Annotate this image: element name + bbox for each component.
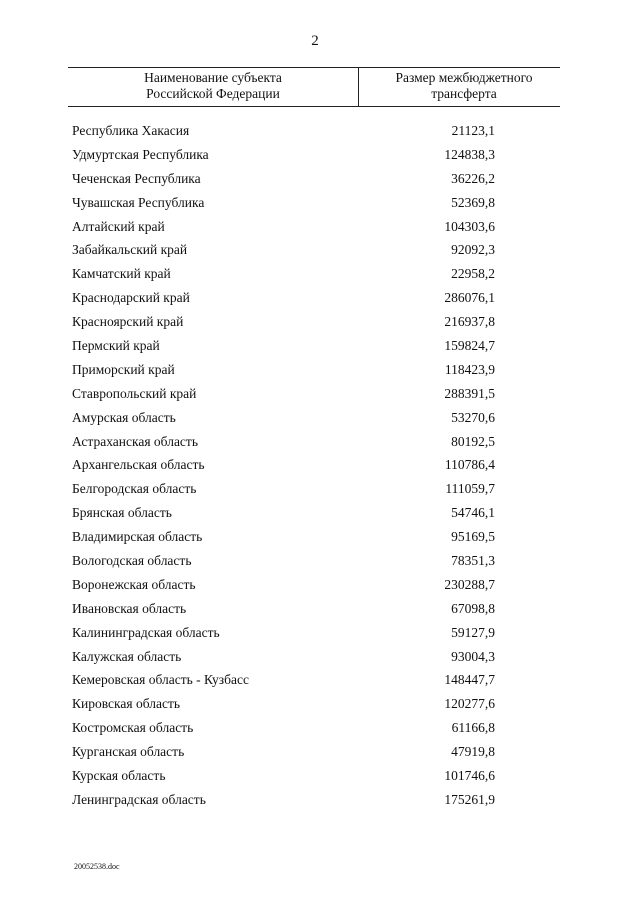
header-amount-line1: Размер межбюджетного (395, 70, 533, 85)
transfer-amount: 67098,8 (451, 600, 495, 616)
header-amount-column (368, 70, 560, 102)
transfer-amount: 118423,9 (444, 361, 495, 377)
transfer-amount: 61166,8 (451, 720, 495, 736)
page-number: 2 (311, 33, 319, 49)
transfer-amount: 216937,8 (444, 314, 495, 330)
transfer-amount: 120277,6 (444, 696, 495, 712)
region-name: Курская область (72, 768, 166, 784)
region-name: Чувашская Республика (72, 194, 205, 210)
transfer-amount: 110786,4 (444, 457, 495, 473)
region-name: Владимирская область (72, 529, 203, 545)
table-header (68, 67, 560, 107)
table-row (0, 310, 640, 334)
table-row (0, 167, 640, 191)
table-body (0, 119, 640, 812)
table-row (0, 788, 640, 812)
transfer-amount: 288391,5 (444, 385, 495, 401)
transfer-amount: 175261,9 (444, 791, 495, 807)
table-row (0, 191, 640, 215)
transfer-amount: 111059,7 (445, 481, 495, 497)
table-row (0, 358, 640, 382)
transfer-amount: 21123,1 (451, 123, 495, 138)
transfer-amount: 80192,5 (451, 433, 495, 449)
region-name: Вологодская область (72, 553, 192, 569)
header-name-line2: Российской Федерации (146, 86, 280, 101)
table-row (0, 430, 640, 454)
table-row (0, 501, 640, 525)
transfer-amount: 93004,3 (451, 648, 495, 664)
transfer-amount: 22958,2 (451, 266, 495, 282)
region-name: Курганская область (72, 744, 185, 760)
transfer-amount: 78351,3 (451, 553, 495, 569)
region-name: Белгородская область (72, 481, 197, 497)
region-name: Кемеровская область - Кузбасс (72, 672, 249, 688)
transfer-amount: 52369,8 (451, 194, 495, 210)
table-row (0, 597, 640, 621)
table-row (0, 453, 640, 477)
header-name-line1: Наименование субъекта (144, 70, 282, 85)
table-row (0, 477, 640, 501)
table-row (0, 716, 640, 740)
region-name: Калужская область (72, 648, 182, 664)
table-row (0, 621, 640, 645)
table-row (0, 119, 640, 143)
region-name: Амурская область (72, 409, 176, 425)
region-name: Пермский край (72, 338, 160, 354)
region-name: Камчатский край (72, 266, 171, 282)
table-row (0, 645, 640, 669)
transfer-amount: 104303,6 (444, 218, 495, 234)
region-name: Удмуртская Республика (72, 146, 209, 162)
region-name: Алтайский край (72, 218, 165, 234)
transfer-amount: 54746,1 (451, 505, 495, 521)
region-name: Костромская область (72, 720, 194, 736)
transfer-amount: 148447,7 (444, 672, 495, 688)
header-name-column (68, 70, 358, 102)
transfer-amount: 230288,7 (444, 576, 495, 592)
document-filename: 20052538.doc (74, 862, 120, 871)
transfer-amount: 59127,9 (451, 624, 495, 640)
region-name: Брянская область (72, 505, 172, 521)
table-row (0, 692, 640, 716)
region-name: Ивановская область (72, 600, 187, 616)
region-name: Краснодарский край (72, 290, 190, 306)
table-row (0, 668, 640, 692)
region-name: Красноярский край (72, 314, 184, 330)
table-row (0, 382, 640, 406)
region-name: Ставропольский край (72, 385, 197, 401)
table-row (0, 334, 640, 358)
table-row (0, 262, 640, 286)
region-name: Кировская область (72, 696, 181, 712)
region-name: Астраханская область (72, 433, 198, 449)
table-row (0, 525, 640, 549)
header-amount-line2: трансферта (431, 86, 497, 101)
transfer-amount: 124838,3 (444, 146, 495, 162)
table-row (0, 549, 640, 573)
header-divider (358, 68, 359, 106)
transfer-amount: 101746,6 (444, 768, 495, 784)
region-name: Чеченская Республика (72, 170, 201, 186)
region-name: Республика Хакасия (72, 123, 190, 138)
table-row (0, 764, 640, 788)
region-name: Воронежская область (72, 576, 196, 592)
region-name: Ленинградская область (72, 791, 206, 807)
table-row (0, 406, 640, 430)
transfer-amount: 36226,2 (451, 170, 495, 186)
transfer-amount: 159824,7 (444, 338, 495, 354)
table-row (0, 740, 640, 764)
transfer-amount: 53270,6 (451, 409, 495, 425)
region-name: Забайкальский край (72, 242, 188, 258)
region-name: Архангельская область (72, 457, 205, 473)
transfer-amount: 95169,5 (451, 529, 495, 545)
table-row (0, 215, 640, 239)
table-row (0, 573, 640, 597)
region-name: Калининградская область (72, 624, 220, 640)
table-row (0, 238, 640, 262)
transfer-amount: 92092,3 (451, 242, 495, 258)
transfer-amount: 286076,1 (444, 290, 495, 306)
table-row (0, 286, 640, 310)
transfer-amount: 47919,8 (451, 744, 495, 760)
table-row (0, 143, 640, 167)
region-name: Приморский край (72, 361, 175, 377)
